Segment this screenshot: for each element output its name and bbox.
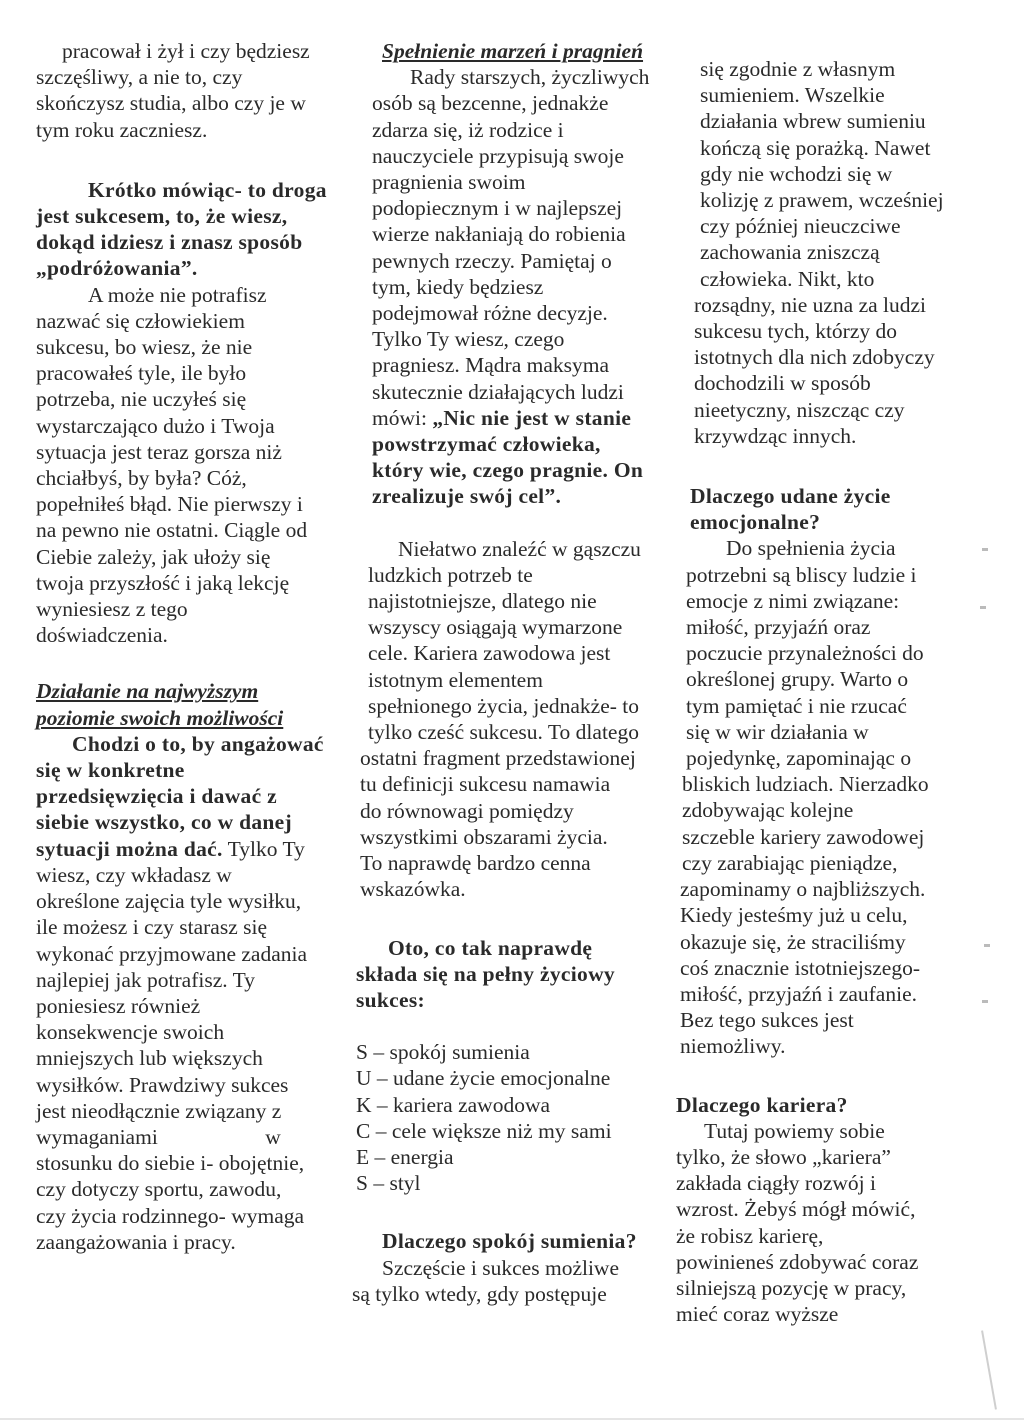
scan-mark [980, 606, 986, 609]
text-line: okazuje się, że straciliśmy [680, 929, 906, 954]
quote-line: zrealizuje swój cel”. [372, 484, 562, 509]
text-line: określonej grupy. Warto o [686, 667, 909, 692]
text-line: Tutaj powiemy sobie [704, 1118, 885, 1143]
text-line: określone zajęcia tyle wysiłku, [36, 889, 302, 914]
text-line: się zgodnie z własnym [700, 57, 896, 81]
acronym-letter: K [356, 1092, 372, 1117]
text-line: wszyscy osiągają wymarzone [368, 615, 623, 640]
acronym-list-item [356, 1170, 677, 1196]
text-line: pracowałeś tyle, ile było [36, 361, 247, 386]
text-line: czy później nieuczciwe [700, 214, 901, 239]
text-line: Kiedy jesteśmy już u celu, [680, 903, 908, 928]
text-line: pragnienia swoim [372, 170, 526, 195]
acronym-letter: C [356, 1118, 371, 1143]
text-line: wykonać przyjmowane zadania [36, 941, 308, 966]
text-line: rozsądny, nie uzna za ludzi [694, 292, 927, 317]
text-line: tu definicji sukcesu namawia [360, 772, 611, 797]
text-line: działania wbrew sumieniu [700, 109, 926, 134]
text-line: istotnym elementem [368, 667, 543, 692]
text-line: pragniesz. Mądra maksyma [372, 353, 610, 378]
text-line [36, 836, 356, 862]
text-line: potrzeba, nie uczyłeś się [36, 387, 247, 412]
text-line: składa się na pełny życiowy [356, 961, 615, 986]
text-line: tym, kiedy będziesz [372, 274, 544, 299]
text-run: mówi: [372, 405, 433, 430]
text-line: stosunku do siebie i- obojętnie, [36, 1151, 305, 1176]
text-line: zakłada ciągły rozwój i [676, 1171, 876, 1196]
text-line: że robisz karierę, [676, 1223, 824, 1248]
text-line: tylko cześć sukcesu. To dlatego [368, 720, 639, 745]
acronym-letter: S [356, 1171, 368, 1196]
spacer [676, 1060, 966, 1086]
scan-mark [982, 1000, 988, 1003]
acronym-text: – spokój sumienia [367, 1040, 530, 1065]
text-line: Rady starszych, życzliwych [410, 65, 650, 90]
section-heading-spokoj: Dlaczego spokój sumienia? [382, 1229, 637, 1254]
quote-line: powstrzymać człowieka, [372, 432, 601, 457]
text-line: zdobywając kolejne [682, 798, 854, 823]
text-line: wzrost. Żebyś mógł mówić, [676, 1197, 916, 1222]
text-line: miłość, przyjaźń i zaufanie. [680, 981, 917, 1006]
text-line: szczeble kariery zawodowej [682, 824, 925, 849]
col2-paragraph-2 [352, 536, 677, 903]
text-line: Tylko Ty wiesz, czego [372, 327, 565, 352]
column-2 [352, 38, 677, 1307]
text-line: spełnionego życia, jednakże- to [368, 693, 640, 718]
text-line: To naprawdę bardzo cenna [360, 851, 591, 876]
heading-line: poziomie swoich możliwości [36, 705, 284, 730]
text-line: twoja przyszłość i jaką lekcję [36, 570, 290, 595]
text-line: dochodzili w sposób [694, 371, 871, 396]
text-line: coś znacznie istotniejszego- [680, 955, 920, 980]
acronym-text: – kariera zawodowa [371, 1092, 551, 1117]
text-line: krzywdząc innych. [694, 423, 857, 448]
text-line: A może nie potrafisz [88, 282, 267, 307]
text-line: ostatni fragment przedstawionej [360, 746, 636, 771]
scan-mark [984, 944, 990, 947]
text-line: doświadczenia. [36, 623, 168, 648]
text-line: skończysz studia, albo czy je w [36, 91, 306, 116]
text-line: „podróżowania”. [36, 256, 198, 281]
text-line: Bez tego sukces jest [680, 1008, 854, 1033]
quote-line: który wie, czego pragnie. On [372, 458, 644, 483]
text-line: mieć coraz wyższe [676, 1302, 839, 1327]
acronym-letter: U [356, 1066, 372, 1091]
text-line: ile możesz i czy starasz się [36, 915, 268, 940]
text-line: szczęśliwy, a nie to, czy [36, 65, 243, 90]
text-line: potrzebni są bliscy ludzie i [686, 562, 917, 587]
text-line: się w wir działania w [686, 719, 869, 744]
text-line: miłość, przyjaźń oraz [686, 615, 871, 640]
text-line: najlepiej jak potrafisz. Ty [36, 967, 255, 992]
text-line: wszystkimi obszarami życia. [360, 824, 608, 849]
section-heading-kariera: Dlaczego kariera? [676, 1092, 848, 1117]
col1-summary-bold [36, 177, 356, 282]
text-line: bliskich ludziach. Nierzadko [682, 772, 929, 797]
section-heading-udane-zycie [676, 483, 966, 535]
text-line: istotnych dla nich zdobyczy [694, 345, 935, 370]
text-line: ludzkich potrzeb te [368, 562, 533, 587]
text-line: zdarza się, iż rodzice i [372, 117, 564, 142]
page-bottom-edge [0, 1418, 1024, 1420]
acronym-text: – cele większe niż my sami [370, 1118, 612, 1143]
text-line: Oto, co tak naprawdę [388, 935, 593, 960]
text-line: Szczęście i sukces możliwe [382, 1255, 620, 1280]
text-line: wiesz, czy wkładasz w [36, 862, 232, 887]
spacer [352, 1013, 677, 1039]
text-line: sukces: [356, 987, 425, 1012]
text-line: popełniłeś błąd. Nie pierwszy i [36, 492, 303, 517]
heading-line: emocjonalne? [690, 510, 821, 535]
acronym-letter: S [356, 1040, 368, 1065]
scan-mark [982, 548, 988, 551]
text-line: wyniesiesz z tego [36, 597, 188, 622]
text-line: gdy nie wchodzi się w [700, 161, 893, 186]
text-run: Tylko Ty [222, 836, 305, 861]
acronym-list-item [356, 1065, 677, 1091]
text-line: cele. Kariera zawodowa jest [368, 641, 611, 666]
col1-paragraph-4 [36, 731, 356, 1255]
quote-text: „Nic nie jest w stanie [432, 405, 632, 430]
acronym-list-item [356, 1144, 677, 1170]
acronym-text: – styl [367, 1171, 421, 1196]
text-line: poniesiesz również [36, 993, 201, 1018]
col2-paragraph-3 [352, 1255, 677, 1307]
col3-paragraph-2 [676, 535, 966, 1059]
text-line: siebie wszystko, co w danej [36, 810, 292, 835]
text-line: człowieka. Nikt, kto [700, 266, 875, 291]
text-line: skutecznie działających ludzi [372, 379, 624, 404]
text-line: Ciebie zależy, jak ułoży się [36, 544, 271, 569]
text-line: się w konkretne [36, 758, 185, 783]
text-line: zaangażowania i pracy. [36, 1229, 236, 1254]
text-line: wymaganiami w [36, 1124, 281, 1149]
text-line: dokąd idziesz i znasz sposób [36, 230, 303, 255]
text-line: zapominamy o najbliższych. [680, 877, 926, 902]
text-line: tym roku zaczniesz. [36, 117, 208, 142]
text-line: nauczyciele przypisują swoje [372, 143, 624, 168]
text-line: sukcesu, bo wiesz, że nie [36, 335, 253, 360]
success-acronym-list [352, 1039, 677, 1196]
text-line: wysiłków. Prawdziwy sukces [36, 1072, 289, 1097]
col3-paragraph-3 [676, 1118, 966, 1328]
text-line: tym pamiętać i nie rzucać [686, 693, 907, 718]
text-line: jest sukcesem, to, że wiesz, [36, 204, 288, 229]
acronym-text: – udane życie emocjonalne [371, 1066, 611, 1091]
spacer [352, 510, 677, 536]
heading-line: Dlaczego udane życie [690, 484, 891, 509]
section-heading-dzialanie [36, 678, 356, 730]
col1-paragraph-3 [36, 282, 356, 649]
text-line: są tylko wtedy, gdy postępuje [352, 1281, 607, 1306]
text-line: sumieniem. Wszelkie [700, 83, 885, 108]
text-line: sytuacja jest teraz gorsza niż [36, 439, 282, 464]
spacer [352, 1196, 677, 1222]
spacer [352, 903, 677, 929]
acronym-list-item [356, 1118, 677, 1144]
text-line: Chodzi o to, by angażować [72, 731, 324, 756]
column-1 [36, 38, 356, 1255]
text-line: pracował i żył i czy będziesz [62, 39, 310, 63]
text-line: sukcesu tych, którzy do [694, 319, 898, 344]
text-line: czy dotyczy sportu, zawodu, [36, 1177, 282, 1202]
col2-paragraph-1 [352, 64, 677, 509]
bold-text: sytuacji można dać. [36, 836, 223, 861]
text-line: nazwać się człowiekiem [36, 308, 245, 333]
text-line: wskazówka. [360, 877, 466, 902]
text-line: pojedynkę, zapominając o [686, 746, 912, 771]
text-line: mniejszych lub większych [36, 1046, 263, 1071]
text-line: jest nieodłącznie związany z [36, 1098, 282, 1123]
text-line: tylko, że słowo „kariera” [676, 1144, 891, 1169]
acronym-letter: E [356, 1144, 370, 1169]
text-line: emocje z nimi związane: [686, 588, 900, 613]
col2-subheading [352, 935, 677, 1014]
col1-paragraph-1 [36, 38, 356, 143]
text-line: wierze nakłaniają do robienia [372, 222, 626, 247]
text-line: najistotniejsze, dlatego nie [368, 589, 597, 614]
spacer [36, 648, 356, 674]
acronym-list-item [356, 1039, 677, 1065]
spacer [36, 143, 356, 169]
section-heading-spelnienie: Spełnienie marzeń i pragnień [382, 39, 644, 63]
text-line [352, 405, 677, 431]
heading-line: Działanie na najwyższym [36, 679, 259, 704]
column-3 [676, 56, 966, 1327]
text-line: czy zarabiając pieniądze, [682, 850, 898, 875]
text-line: podopiecznym i w najlepszej [372, 196, 623, 221]
text-line: niemożliwy. [680, 1034, 786, 1059]
text-line: zachowania zniszczą [700, 240, 880, 265]
text-line: na pewno nie ostatni. Ciągle od [36, 518, 308, 543]
text-line: do równowagi pomiędzy [360, 798, 574, 823]
text-line: wystarczająco dużo i Twoja [36, 413, 275, 438]
acronym-list-item [356, 1092, 677, 1118]
text-line: poczucie przynależności do [686, 641, 924, 666]
text-line: kolizję z prawem, wcześniej [700, 188, 944, 213]
text-line: silniejszą pozycję w pracy, [676, 1275, 907, 1300]
col3-paragraph-1 [676, 56, 966, 449]
page-edge-shadow [981, 1330, 997, 1409]
acronym-text: – energia [369, 1144, 454, 1169]
text-line: podejmował różne decyzje. [372, 301, 608, 326]
text-line: Krótko mówiąc- to droga [88, 177, 327, 202]
spacer [676, 449, 966, 475]
text-line: nieetyczny, niszcząc czy [694, 397, 905, 422]
text-line: Niełatwo znaleźć w gąszczu [398, 536, 641, 561]
text-line: Do spełnienia życia [726, 536, 896, 561]
text-line: przedsięwzięcia i dawać z [36, 784, 277, 809]
text-line: osób są bezcenne, jednakże [372, 91, 609, 116]
text-line: kończą się porażką. Nawet [700, 135, 931, 160]
text-line: konsekwencje swoich [36, 1020, 225, 1045]
text-line: czy życia rodzinnego- wymaga [36, 1203, 305, 1228]
text-line: powinieneś zdobywać coraz [676, 1249, 919, 1274]
text-line: chciałbyś, by była? Cóż, [36, 466, 247, 491]
text-line: pewnych rzeczy. Pamiętaj o [372, 248, 612, 273]
